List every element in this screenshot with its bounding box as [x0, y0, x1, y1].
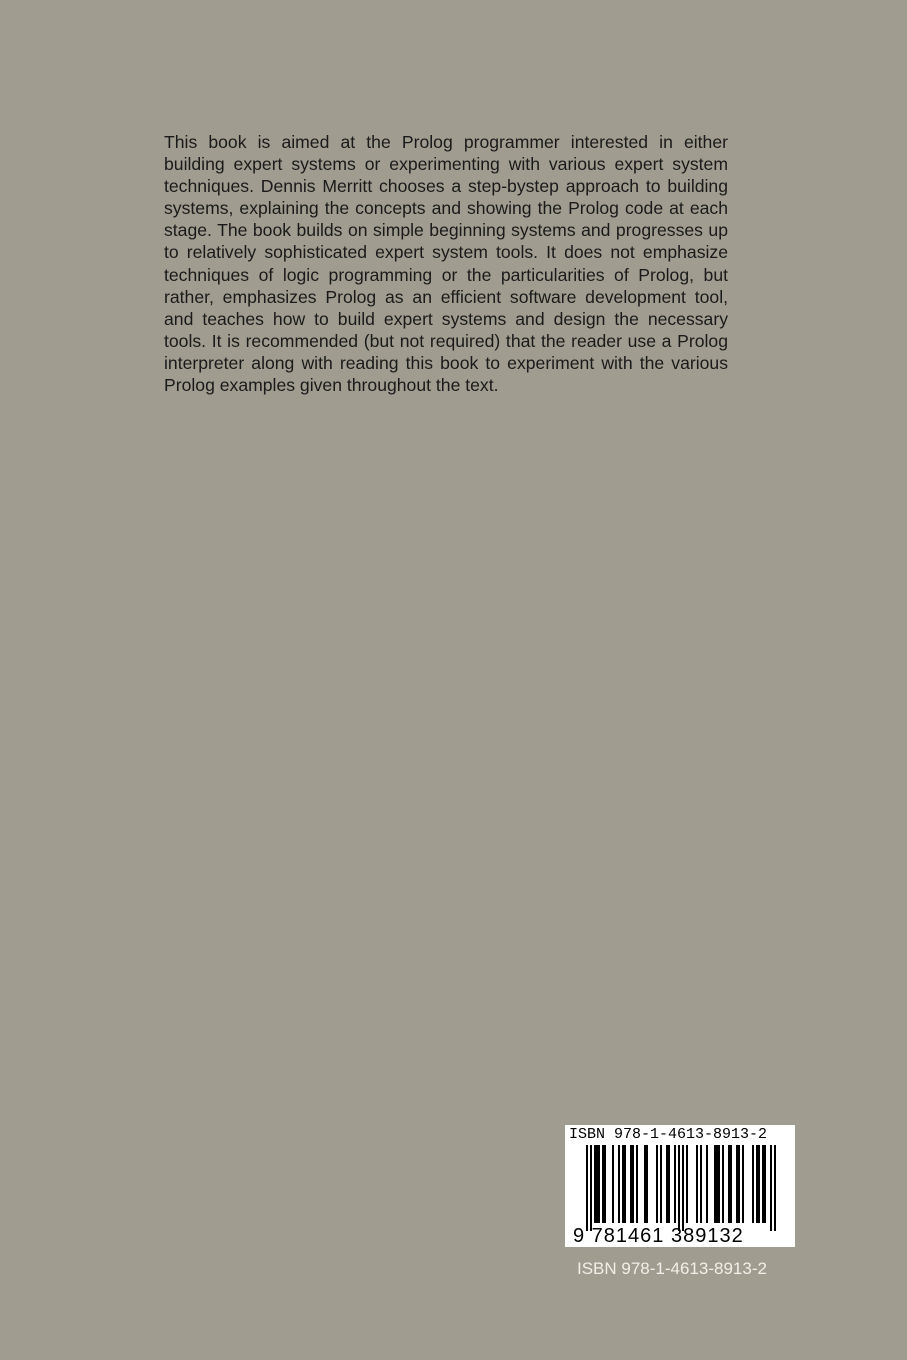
barcode-bar — [762, 1145, 764, 1223]
barcode-bar — [646, 1145, 648, 1223]
barcode-bar — [666, 1145, 668, 1223]
barcode-bar — [714, 1145, 716, 1223]
barcode-bar — [660, 1145, 662, 1223]
barcode-bar — [602, 1145, 604, 1223]
barcode-bar — [644, 1145, 646, 1223]
barcode-bar — [586, 1145, 588, 1231]
isbn-caption: ISBN 978-1-4613-8913-2 — [577, 1259, 767, 1278]
barcode-bar — [636, 1145, 638, 1223]
barcode-bar — [764, 1145, 766, 1223]
barcode-bar — [728, 1145, 730, 1223]
barcode-bar — [596, 1145, 598, 1223]
barcode-bar — [738, 1145, 740, 1223]
barcode-bar — [598, 1145, 600, 1223]
barcode-bar — [668, 1145, 670, 1223]
barcode-bar — [700, 1145, 702, 1223]
barcode-bar — [674, 1145, 676, 1223]
barcode-bar — [624, 1145, 626, 1223]
barcode-bar — [736, 1145, 738, 1223]
barcode-bar — [722, 1145, 724, 1223]
barcode-bar — [758, 1145, 760, 1223]
barcode-bar — [618, 1145, 620, 1223]
book-description: This book is aimed at the Prolog programmer interested in either building expert systems or experimenting with various expert system techniques. Dennis Merritt chooses a step-bystep approach to building systems, explaining the concepts and showing the Prolog code at each stage. The book builds on simple beginning systems and progresses up to relatively sophisticated expert system tools. It does not emphasize techniques of logic programming or the particularities of Prolog, but rather, emphasizes Prolog as an efficient software development tool, and teaches how to build expert systems and design the necessary tools. It is recommended (but not required) that the reader use a Prolog interpreter along with reading this book to experiment with the various Prolog examples given throughout the text. — [164, 132, 728, 396]
barcode-bar — [594, 1145, 596, 1223]
barcode-bar — [604, 1145, 606, 1223]
barcode-bar — [622, 1145, 624, 1223]
barcode-isbn-text: ISBN 978-1-4613-8913-2 — [569, 1126, 768, 1143]
barcode-bar — [718, 1145, 720, 1223]
barcode-digits: 9 781461 389132 — [573, 1225, 744, 1247]
barcode-bar — [686, 1145, 688, 1223]
barcode-bar — [632, 1145, 634, 1223]
barcode-bar — [682, 1145, 684, 1231]
barcode-bar — [656, 1145, 658, 1223]
barcode-bar — [630, 1145, 632, 1223]
barcode-label — [565, 1125, 795, 1247]
barcode-bar — [696, 1145, 698, 1223]
barcode-bar — [730, 1145, 732, 1223]
barcode-bar — [742, 1145, 744, 1223]
barcode-bar — [678, 1145, 680, 1231]
barcode-bar — [716, 1145, 718, 1223]
barcode-bar — [590, 1145, 592, 1231]
barcode-bar — [774, 1145, 776, 1231]
barcode-bar — [756, 1145, 758, 1223]
barcode-bar — [706, 1145, 708, 1223]
barcode-bar — [770, 1145, 772, 1231]
barcode-bar — [752, 1145, 754, 1223]
barcode-bar — [612, 1145, 614, 1223]
